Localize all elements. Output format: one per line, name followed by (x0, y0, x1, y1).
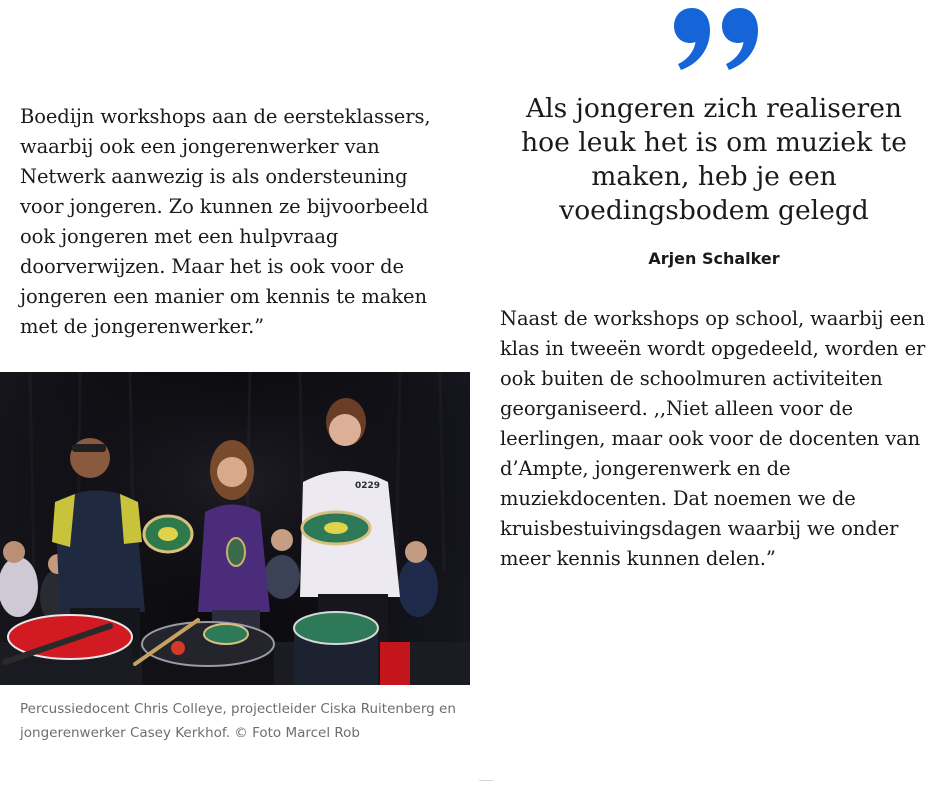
pull-quote-text: Als jongeren zich realiseren hoe leuk het is om muziek te maken, heb je een voedingsbodem gelegd (521, 93, 907, 226)
divider (479, 780, 493, 781)
quote-mark-icon (672, 6, 760, 72)
article-paragraph-left: Boedijn workshops aan de eersteklassers, waarbij ook een jongerenwerker van Netwerk aanwezig is als ondersteuning voor jongeren. Zo kunnen ze bijvoorbeeld ook jongeren met een hulpvraag doorverwijzen. Maar het is ook voor de jongeren een manier om kennis te maken met de jongerenwerker.” (20, 105, 431, 338)
shirt-print: 0229 (355, 481, 381, 491)
pull-quote-author: Arjen Schalker (648, 249, 780, 268)
article-paragraph-right: Naast de workshops op school, waarbij een klas in tweeën wordt opgedeeld, worden er ook buiten de schoolmuren activiteiten georganiseerd. ,,Niet alleen voor de leerlingen, maar ook voor de docenten van d’Ampte, jongerenwerk en de muziekdocenten. Dat noemen we de kruisbestuivingsdagen waarbij we onder meer kennis kunnen delen.” (500, 307, 926, 570)
article-photo (0, 372, 470, 685)
photo-caption: Percussiedocent Chris Colleye, projectleider Ciska Ruitenberg en jongerenwerker Casey Kerkhof. © Foto Marcel Rob (20, 701, 456, 741)
